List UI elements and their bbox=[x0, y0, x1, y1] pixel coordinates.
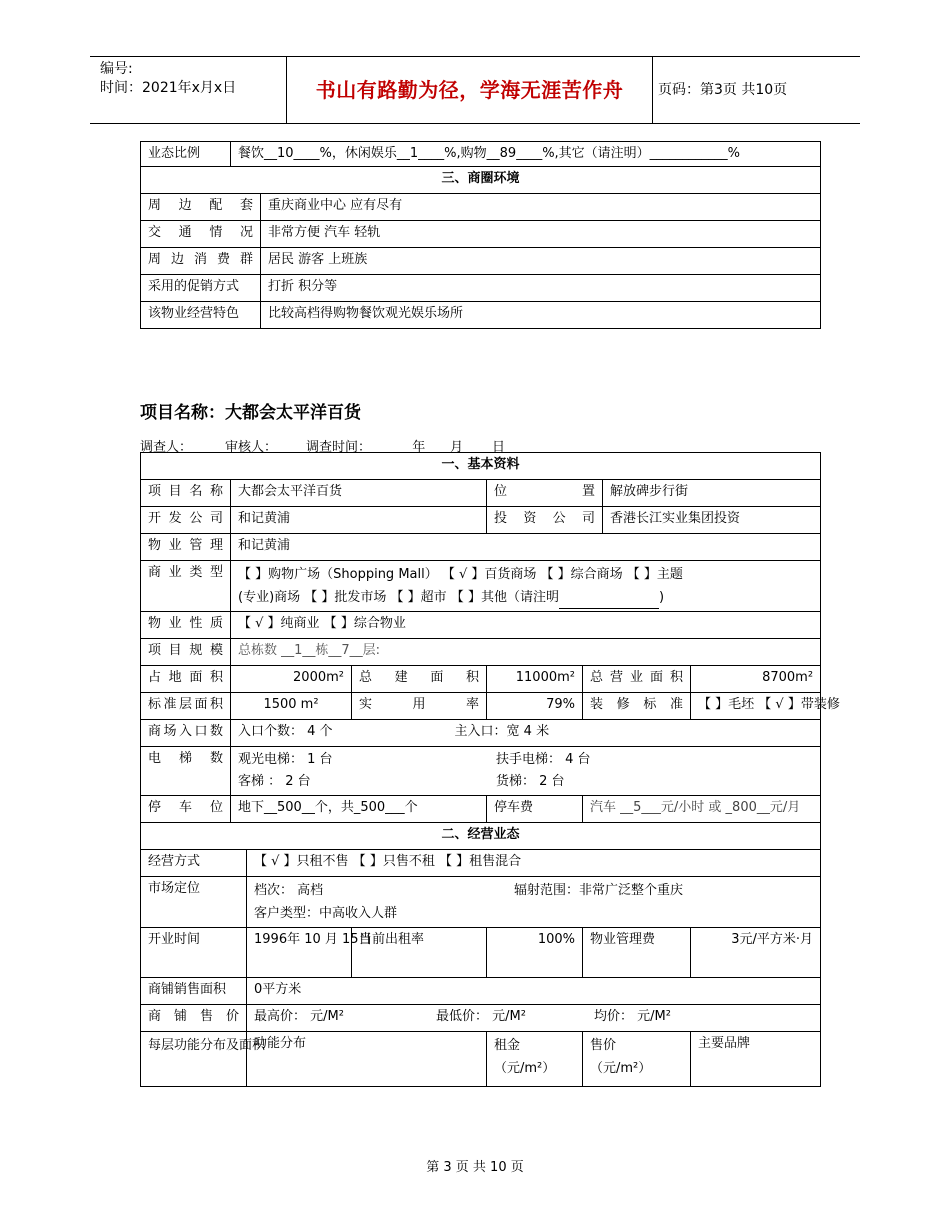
section-title-trade-area: 三、商圈环境 bbox=[141, 167, 821, 194]
project-scale-label: 项目规模 bbox=[148, 643, 223, 658]
market-grade: 档次： 高档 bbox=[254, 883, 324, 898]
rent-col-unit: （元/m²） bbox=[494, 1061, 556, 1076]
header-left bbox=[100, 60, 236, 98]
business-type-line2-end: ) bbox=[658, 590, 665, 605]
mgmt-fee-label: 物业管理费 bbox=[583, 928, 691, 978]
feature-label: 该物业经营特色 bbox=[141, 302, 261, 329]
project-title: 项目名称：大都会太平洋百货 bbox=[140, 403, 361, 423]
price-max: 最高价： 元/M² bbox=[254, 1009, 344, 1024]
traffic-label: 交通情况 bbox=[148, 225, 253, 240]
consumer-value: 居民 游客 上班族 bbox=[261, 248, 821, 275]
survey-line: 调查人： 审核人： 调查时间： 年 月 日 bbox=[140, 440, 506, 455]
floor-area-label: 标准层面积 bbox=[148, 697, 223, 712]
price-avg: 均价： 元/M² bbox=[594, 1009, 671, 1024]
rent-col-header: 租金 bbox=[494, 1038, 521, 1053]
mgmt-fee-value: 3元/平方米·月 bbox=[691, 928, 821, 978]
lease-rate-label: 当前出租率 bbox=[352, 928, 487, 978]
developer-value: 和记黄浦 bbox=[231, 507, 487, 534]
land-area-value: 2000m² bbox=[231, 666, 352, 693]
other-note-blank bbox=[559, 594, 659, 609]
project-name-label: 项目名称 bbox=[148, 484, 223, 499]
usage-rate-value: 79% bbox=[487, 693, 583, 720]
elevator-label: 电梯数 bbox=[148, 751, 223, 766]
property-nature-value: 【 √ 】纯商业 【 】综合物业 bbox=[231, 612, 821, 639]
project-scale-value: 总栋数 __1__栋__7__层: bbox=[231, 639, 821, 666]
sell-col-unit: （元/m²） bbox=[590, 1061, 652, 1076]
entrance-count-label: 商场入口数 bbox=[148, 724, 223, 739]
freight-elevator: 货梯： 2 台 bbox=[496, 774, 565, 789]
property-mgmt-label: 物业管理 bbox=[148, 538, 223, 553]
page-header bbox=[90, 56, 860, 124]
market-range: 辐射范围：非常广泛整个重庆 bbox=[514, 883, 684, 898]
usage-rate-label: 实用率 bbox=[359, 697, 479, 712]
build-area-label: 总建面积 bbox=[359, 670, 479, 685]
section-title-operations: 二、经营业态 bbox=[141, 823, 821, 850]
property-mgmt-value: 和记黄浦 bbox=[231, 534, 821, 561]
decoration-value: 【 】毛坯 【 √ 】带装修 bbox=[691, 693, 821, 720]
business-type-line2: (专业)商场 【 】批发市场 【 】超市 【 】其他（请注明 bbox=[238, 590, 559, 605]
promotion-label: 采用的促销方式 bbox=[141, 275, 261, 302]
promotion-value: 打折 积分等 bbox=[261, 275, 821, 302]
market-position-label: 市场定位 bbox=[141, 877, 247, 928]
business-ratio-value: 餐饮__10____%，休闲娱乐__1____%,购物__89____%,其它（请注明）____________% bbox=[231, 142, 821, 167]
header-page-label: 页码：第3页 共10页 bbox=[658, 82, 788, 98]
doc-time-label: 时间：2021年x月x日 bbox=[100, 80, 237, 96]
build-area-value: 11000m² bbox=[487, 666, 583, 693]
operation-mode-label: 经营方式 bbox=[141, 850, 247, 877]
investor-label: 投资公司 bbox=[494, 511, 595, 526]
project-info-table bbox=[140, 452, 840, 1087]
business-area-value: 8700m² bbox=[691, 666, 821, 693]
location-label: 位置 bbox=[494, 484, 595, 499]
parking-fee-value: 汽车 __5___元/小时 或 _800__元/月 bbox=[583, 796, 821, 823]
operation-mode-value: 【 √ 】只租不售 【 】只售不租 【 】租售混合 bbox=[247, 850, 821, 877]
business-type-line1: 【 】购物广场（Shopping Mall） 【 √ 】百货商场 【 】综合商场 【 】主题 bbox=[238, 567, 683, 582]
parking-value: 地下__500__个，共_500___个 bbox=[231, 796, 487, 823]
parking-fee-label: 停车费 bbox=[487, 796, 583, 823]
price-min: 最低价： 元/M² bbox=[436, 1009, 526, 1024]
location-value: 解放碑步行街 bbox=[603, 480, 821, 507]
header-motto: 书山有路勤为径，学海无涯苦作舟 bbox=[286, 57, 653, 123]
page-footer: 第 3 页 共 10 页 bbox=[426, 1160, 524, 1175]
parking-label: 停车位 bbox=[148, 800, 223, 815]
opening-time-label: 开业时间 bbox=[141, 928, 247, 978]
entrance-count-value: 入口个数： 4 个 bbox=[238, 724, 333, 739]
decoration-label: 装修标准 bbox=[590, 697, 683, 712]
shop-price-label: 商铺售价 bbox=[148, 1009, 239, 1024]
investor-value: 香港长江实业集团投资 bbox=[603, 507, 821, 534]
customer-type: 客户类型：中高收入人群 bbox=[254, 906, 398, 921]
developer-label: 开发公司 bbox=[148, 511, 223, 526]
main-entrance-value: 主入口：宽 4 米 bbox=[454, 724, 550, 739]
opening-time-value: 1996年 10 月 15日 bbox=[247, 928, 352, 978]
floor-area-value: 1500 m² bbox=[231, 693, 352, 720]
business-area-label: 总营业面积 bbox=[590, 670, 683, 685]
brand-col-header: 主要品牌 bbox=[691, 1032, 821, 1087]
business-type-label: 商业类型 bbox=[148, 565, 223, 580]
sightseeing-elevator: 观光电梯： 1 台 bbox=[238, 752, 333, 767]
land-area-label: 占地面积 bbox=[148, 670, 223, 685]
shop-sale-area-value: 0平方米 bbox=[247, 978, 821, 1005]
shop-sale-area-label: 商铺销售面积 bbox=[141, 978, 247, 1005]
passenger-elevator: 客梯 ： 2 台 bbox=[238, 774, 311, 789]
prev-project-table bbox=[140, 141, 821, 329]
surrounding-value: 重庆商业中心 应有尽有 bbox=[261, 194, 821, 221]
business-ratio-label: 业态比例 bbox=[141, 142, 231, 167]
consumer-label: 周边消费群 bbox=[148, 252, 253, 267]
project-name-value: 大都会太平洋百货 bbox=[231, 480, 487, 507]
surrounding-label: 周边配套 bbox=[148, 198, 253, 213]
function-col-header: 功能分布 bbox=[247, 1032, 487, 1087]
section-title-basic: 一、基本资料 bbox=[141, 453, 821, 480]
escalator: 扶手电梯： 4 台 bbox=[496, 752, 591, 767]
property-nature-label: 物业性质 bbox=[148, 616, 223, 631]
floor-function-label: 每层功能分布及面积 bbox=[141, 1032, 247, 1087]
traffic-value: 非常方便 汽车 轻轨 bbox=[261, 221, 821, 248]
sell-col-header: 售价 bbox=[590, 1038, 617, 1053]
lease-rate-value: 100% bbox=[487, 928, 583, 978]
feature-value: 比较高档得购物餐饮观光娱乐场所 bbox=[261, 302, 821, 329]
doc-code-label: 编号: bbox=[100, 61, 133, 77]
